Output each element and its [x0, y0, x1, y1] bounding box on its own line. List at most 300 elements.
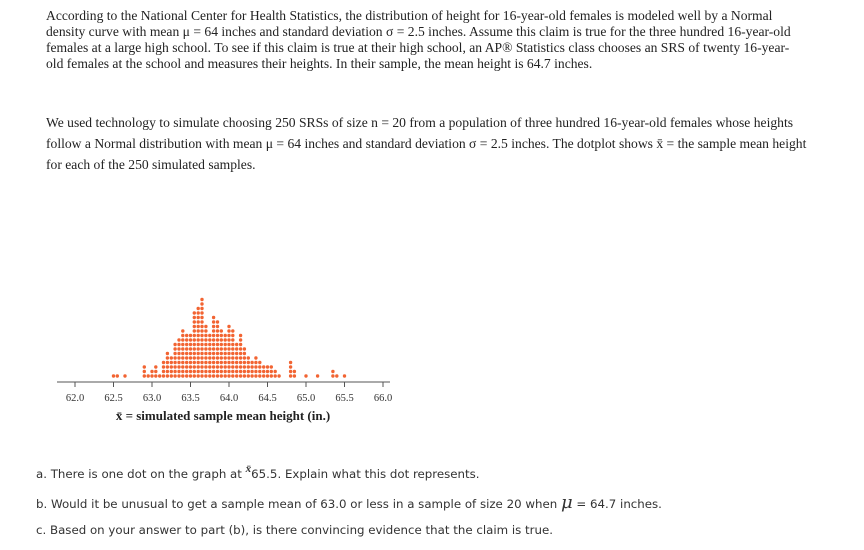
- dot: [239, 374, 242, 377]
- dot: [208, 347, 211, 350]
- dot: [116, 374, 119, 377]
- dot: [197, 365, 200, 368]
- xbar-symbol: x̄: [245, 463, 252, 475]
- dot: [231, 347, 234, 350]
- dot: [220, 356, 223, 359]
- dot: [231, 338, 234, 341]
- question-b: [36, 492, 662, 513]
- dot: [193, 316, 196, 319]
- dot: [150, 370, 153, 373]
- dot: [212, 316, 215, 319]
- dot: [150, 374, 153, 377]
- dot: [181, 370, 184, 373]
- dot: [231, 352, 234, 355]
- dot: [335, 374, 338, 377]
- dot: [204, 343, 207, 346]
- dot: [289, 370, 292, 373]
- dot: [216, 361, 219, 364]
- dotplot-dots: [112, 298, 346, 378]
- dot: [216, 374, 219, 377]
- dot: [208, 352, 211, 355]
- dot: [231, 374, 234, 377]
- dot: [243, 352, 246, 355]
- dot: [262, 374, 265, 377]
- dot: [177, 347, 180, 350]
- dot: [227, 365, 230, 368]
- dot: [204, 361, 207, 364]
- dot: [235, 356, 238, 359]
- dot: [235, 343, 238, 346]
- dot: [197, 343, 200, 346]
- x-tick-label: 62.0: [65, 393, 85, 404]
- dot: [181, 329, 184, 332]
- dot: [189, 356, 192, 359]
- dot: [189, 338, 192, 341]
- dot: [239, 343, 242, 346]
- dot: [239, 352, 242, 355]
- dot: [250, 370, 253, 373]
- dot: [181, 338, 184, 341]
- dot: [181, 365, 184, 368]
- dot: [224, 374, 227, 377]
- dot: [262, 370, 265, 373]
- dot: [224, 343, 227, 346]
- dot: [212, 334, 215, 337]
- dot: [258, 365, 261, 368]
- dot: [166, 370, 169, 373]
- dot: [197, 352, 200, 355]
- dot: [239, 370, 242, 373]
- dot: [216, 334, 219, 337]
- dot: [243, 374, 246, 377]
- x-axis-ticks: [66, 382, 392, 404]
- dot: [185, 356, 188, 359]
- dot: [208, 370, 211, 373]
- dot: [224, 370, 227, 373]
- dot: [212, 365, 215, 368]
- dot: [170, 370, 173, 373]
- dot: [200, 302, 203, 305]
- x-tick-label: 62.5: [104, 393, 123, 404]
- dot: [200, 320, 203, 323]
- dot: [123, 374, 126, 377]
- dot: [154, 370, 157, 373]
- dot: [189, 370, 192, 373]
- dot: [173, 343, 176, 346]
- dot: [200, 343, 203, 346]
- dot: [112, 374, 115, 377]
- dot: [220, 338, 223, 341]
- x-tick-label: 64.5: [258, 393, 277, 404]
- dot: [212, 320, 215, 323]
- dot: [177, 370, 180, 373]
- dot: [189, 365, 192, 368]
- dot: [212, 338, 215, 341]
- dot: [173, 361, 176, 364]
- dot: [231, 370, 234, 373]
- dot: [250, 365, 253, 368]
- dot: [274, 370, 277, 373]
- dot: [235, 365, 238, 368]
- dot: [227, 325, 230, 328]
- dot: [212, 374, 215, 377]
- dot: [204, 356, 207, 359]
- dot: [200, 311, 203, 314]
- intro-paragraph-2: We used technology to simulate choosing 250 SRSs of size n = 20 from a population of three hundred 16-year-old females whose heights follow a Normal distribution with mean μ = 64 inches and standard deviation σ = 2.5 inches. The dotplot shows x̄ = the sample mean height for each of the 250 simulated samples.: [46, 115, 807, 172]
- x-tick-label: 64.0: [219, 393, 239, 404]
- dot: [200, 352, 203, 355]
- dot: [227, 361, 230, 364]
- dot: [250, 361, 253, 364]
- dot: [197, 370, 200, 373]
- dot: [166, 365, 169, 368]
- dot: [235, 361, 238, 364]
- dot: [143, 374, 146, 377]
- dot: [185, 374, 188, 377]
- dot: [270, 370, 273, 373]
- dot: [181, 374, 184, 377]
- dot: [235, 370, 238, 373]
- dot: [154, 365, 157, 368]
- dot: [197, 311, 200, 314]
- dot: [162, 374, 165, 377]
- dot: [166, 361, 169, 364]
- dot: [197, 347, 200, 350]
- dot: [227, 347, 230, 350]
- dot: [220, 334, 223, 337]
- x-tick-label: 66.0: [373, 393, 393, 404]
- dot: [185, 352, 188, 355]
- dot: [239, 356, 242, 359]
- dot: [331, 370, 334, 373]
- dot: [216, 347, 219, 350]
- dot: [208, 338, 211, 341]
- dot: [185, 343, 188, 346]
- dot: [277, 374, 280, 377]
- dot: [185, 365, 188, 368]
- dot: [235, 374, 238, 377]
- dot: [143, 370, 146, 373]
- dot: [189, 347, 192, 350]
- dot: [181, 356, 184, 359]
- dot: [185, 370, 188, 373]
- question-a-text-2: 65.5. Explain what this dot represents.: [251, 467, 480, 481]
- dot: [208, 361, 211, 364]
- dot: [200, 370, 203, 373]
- dot: [204, 338, 207, 341]
- dot: [220, 361, 223, 364]
- dot: [189, 374, 192, 377]
- dot: [204, 347, 207, 350]
- dot: [212, 356, 215, 359]
- dot: [170, 361, 173, 364]
- dot: [204, 334, 207, 337]
- dot: [197, 307, 200, 310]
- dot: [243, 361, 246, 364]
- dot: [220, 365, 223, 368]
- dot: [239, 361, 242, 364]
- dot: [239, 334, 242, 337]
- dot: [227, 356, 230, 359]
- x-tick-label: 63.0: [142, 393, 162, 404]
- dot: [343, 374, 346, 377]
- dot: [170, 365, 173, 368]
- dot: [243, 365, 246, 368]
- dot: [224, 356, 227, 359]
- dot: [231, 334, 234, 337]
- dot: [193, 325, 196, 328]
- dot: [177, 356, 180, 359]
- dot: [197, 329, 200, 332]
- dot: [193, 352, 196, 355]
- dot: [208, 365, 211, 368]
- dot: [166, 374, 169, 377]
- dot: [193, 329, 196, 332]
- dot: [212, 325, 215, 328]
- dot: [181, 343, 184, 346]
- dot: [243, 347, 246, 350]
- dot: [197, 356, 200, 359]
- dot: [239, 347, 242, 350]
- dot: [293, 374, 296, 377]
- dot: [254, 374, 257, 377]
- dot: [185, 347, 188, 350]
- dot: [220, 374, 223, 377]
- dot: [216, 370, 219, 373]
- dot: [216, 325, 219, 328]
- dot: [158, 374, 161, 377]
- dot: [173, 365, 176, 368]
- dot: [193, 311, 196, 314]
- dot: [154, 374, 157, 377]
- dot: [243, 356, 246, 359]
- dot: [204, 352, 207, 355]
- dot: [173, 374, 176, 377]
- dot: [200, 316, 203, 319]
- dot: [189, 343, 192, 346]
- dot: [197, 361, 200, 364]
- dot: [231, 343, 234, 346]
- dot: [227, 343, 230, 346]
- dot: [177, 365, 180, 368]
- x-tick-label: 65.0: [296, 393, 316, 404]
- dot: [173, 352, 176, 355]
- dot: [143, 365, 146, 368]
- dot: [200, 365, 203, 368]
- dot: [197, 334, 200, 337]
- dot: [193, 347, 196, 350]
- dot: [224, 365, 227, 368]
- dot: [200, 298, 203, 301]
- dot: [193, 356, 196, 359]
- dot: [270, 374, 273, 377]
- dot: [270, 365, 273, 368]
- dot: [166, 352, 169, 355]
- dot: [197, 338, 200, 341]
- dot: [185, 334, 188, 337]
- dot: [212, 370, 215, 373]
- x-tick-label: 65.5: [335, 393, 354, 404]
- dot: [193, 320, 196, 323]
- dot: [231, 356, 234, 359]
- dot: [227, 370, 230, 373]
- dot: [181, 347, 184, 350]
- dot: [231, 329, 234, 332]
- dot: [220, 343, 223, 346]
- dot: [247, 370, 250, 373]
- dot: [231, 361, 234, 364]
- dot: [197, 316, 200, 319]
- dot: [316, 374, 319, 377]
- dot: [189, 334, 192, 337]
- dot: [173, 370, 176, 373]
- dot: [250, 374, 253, 377]
- dot: [177, 374, 180, 377]
- dot: [254, 356, 257, 359]
- dot: [220, 352, 223, 355]
- dot: [247, 356, 250, 359]
- dot: [212, 347, 215, 350]
- dot: [331, 374, 334, 377]
- dot: [204, 365, 207, 368]
- dot: [239, 338, 242, 341]
- dot: [177, 338, 180, 341]
- question-a: [36, 463, 480, 481]
- dot: [200, 325, 203, 328]
- dot: [185, 338, 188, 341]
- dot: [173, 347, 176, 350]
- dot: [166, 356, 169, 359]
- dot: [181, 361, 184, 364]
- dot: [216, 356, 219, 359]
- dot: [197, 320, 200, 323]
- dot: [216, 329, 219, 332]
- dot: [254, 370, 257, 373]
- dot: [224, 347, 227, 350]
- dot: [193, 374, 196, 377]
- dot: [200, 356, 203, 359]
- dot: [216, 338, 219, 341]
- dot: [162, 361, 165, 364]
- dot: [258, 374, 261, 377]
- dot: [289, 361, 292, 364]
- dot: [289, 365, 292, 368]
- dot: [227, 334, 230, 337]
- question-c: c. Based on your answer to part (b), is there convincing evidence that the claim is true.: [36, 523, 553, 537]
- dotplot-chart: [0, 180, 864, 430]
- dot: [227, 329, 230, 332]
- dot: [181, 334, 184, 337]
- dot: [200, 374, 203, 377]
- dot: [239, 365, 242, 368]
- dot: [200, 329, 203, 332]
- dot: [193, 334, 196, 337]
- dot: [304, 374, 307, 377]
- dot: [177, 352, 180, 355]
- dot: [204, 329, 207, 332]
- question-a-text-1: a. There is one dot on the graph at: [36, 467, 242, 481]
- dot: [247, 361, 250, 364]
- dot: [208, 334, 211, 337]
- dot: [227, 374, 230, 377]
- dot: [247, 365, 250, 368]
- question-b-text-2: = 64.7 inches.: [576, 497, 662, 511]
- dot: [197, 374, 200, 377]
- dot: [212, 343, 215, 346]
- dot: [162, 365, 165, 368]
- dot: [247, 374, 250, 377]
- dot: [181, 352, 184, 355]
- dot: [231, 365, 234, 368]
- dot: [204, 374, 207, 377]
- dot: [193, 370, 196, 373]
- dot: [200, 338, 203, 341]
- dot: [227, 352, 230, 355]
- dot: [274, 374, 277, 377]
- dot: [266, 370, 269, 373]
- dot: [170, 374, 173, 377]
- dot: [204, 325, 207, 328]
- dot: [204, 370, 207, 373]
- dot: [293, 370, 296, 373]
- dot: [162, 370, 165, 373]
- dot: [173, 356, 176, 359]
- dot: [193, 338, 196, 341]
- dot: [147, 374, 150, 377]
- dot: [212, 352, 215, 355]
- dot: [200, 334, 203, 337]
- dot: [193, 361, 196, 364]
- dot: [216, 320, 219, 323]
- dot: [208, 343, 211, 346]
- dot: [220, 347, 223, 350]
- dot: [266, 365, 269, 368]
- mu-symbol: μ: [560, 492, 573, 513]
- dot: [189, 361, 192, 364]
- dot: [258, 361, 261, 364]
- dot: [254, 365, 257, 368]
- dot: [200, 307, 203, 310]
- dot: [200, 347, 203, 350]
- dot: [208, 374, 211, 377]
- dot: [224, 334, 227, 337]
- dot: [220, 370, 223, 373]
- dot: [177, 361, 180, 364]
- intro-paragraph-1: According to the National Center for Health Statistics, the distribution of height for 16-year-old females is modeled well by a Normal density curve with mean μ = 64 inches and standard deviation σ = 2.5 inches. Assume this claim is true for the three hundred 16-year-old females at a large high school. To see if this claim is true at their high school, an AP® Statistics class chooses an SRS of twenty 16-year-old females at the school and measures their heights. In their sample, the mean height is 64.7 inches.: [46, 8, 791, 71]
- dot: [193, 365, 196, 368]
- dot: [185, 361, 188, 364]
- dot: [193, 343, 196, 346]
- dot: [177, 343, 180, 346]
- dot: [197, 325, 200, 328]
- dot: [258, 370, 261, 373]
- dot: [289, 374, 292, 377]
- dot: [216, 343, 219, 346]
- dot: [212, 361, 215, 364]
- dot: [200, 361, 203, 364]
- dot: [243, 370, 246, 373]
- dot: [170, 356, 173, 359]
- dot: [208, 356, 211, 359]
- dot: [216, 352, 219, 355]
- dot: [235, 347, 238, 350]
- dot: [254, 361, 257, 364]
- dot: [262, 365, 265, 368]
- dot: [224, 338, 227, 341]
- dot: [235, 352, 238, 355]
- x-axis-label: x̄ = simulated sample mean height (in.): [115, 408, 331, 423]
- dot: [212, 329, 215, 332]
